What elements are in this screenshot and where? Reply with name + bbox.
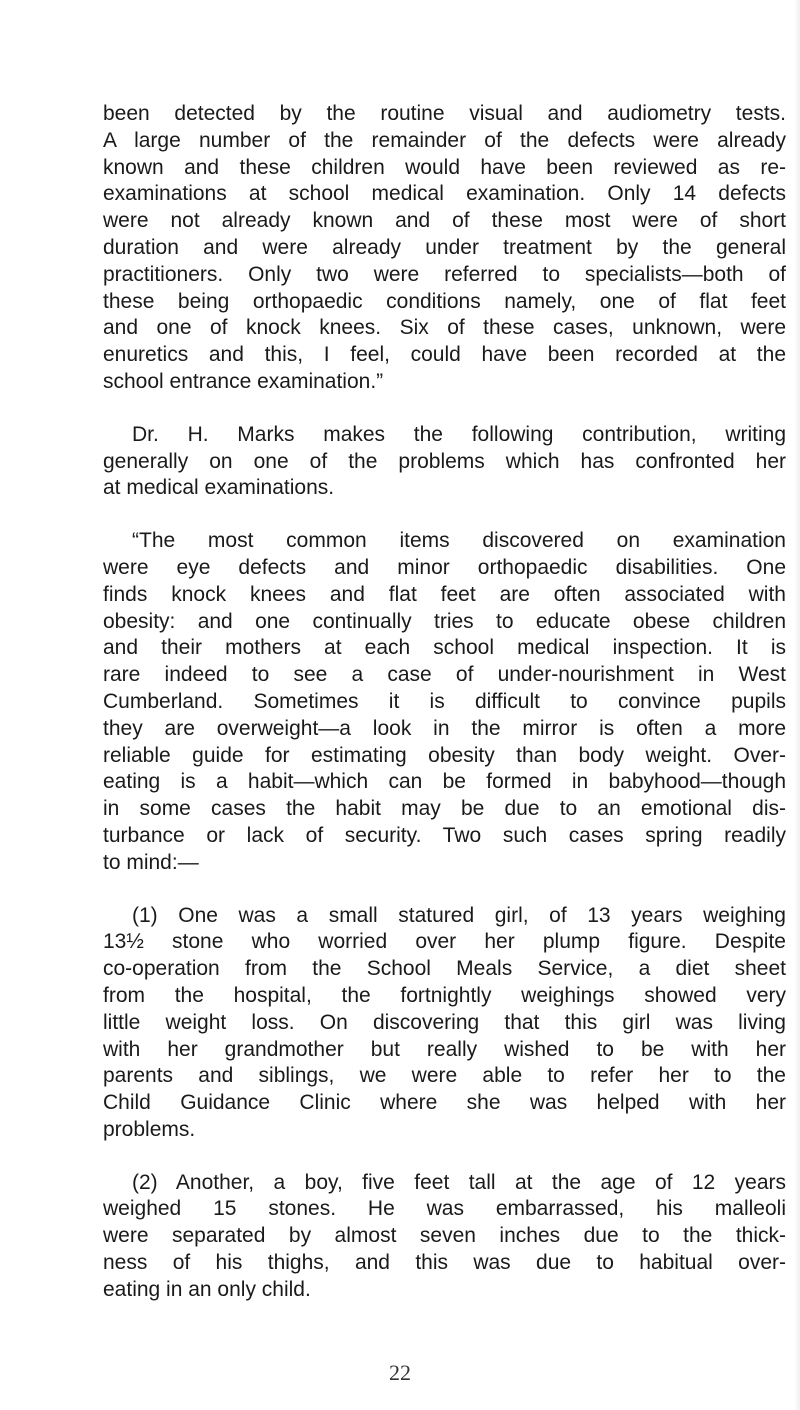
text-line: Dr. H. Marks makes the following contribution, writing	[132, 422, 786, 446]
text-line: A large number of the remainder of the defects were already	[103, 128, 786, 152]
paragraph-case-1	[103, 903, 786, 1144]
text-line: finds knock knees and flat feet are often associated with	[103, 582, 786, 606]
paragraph-case-2	[103, 1170, 786, 1304]
text-line: in some cases the habit may be due to an emotional dis-	[103, 797, 786, 821]
page-edge-shadow	[794, 0, 800, 1410]
text-line: were not already known and of these most were of short	[103, 209, 786, 233]
text-line: to mind:—	[103, 850, 199, 874]
page-body	[103, 101, 786, 1304]
text-line: (2) Another, a boy, five feet tall at the age of 12 years	[132, 1170, 786, 1194]
text-line: were separated by almost seven inches due to the thick-	[103, 1224, 786, 1248]
paragraph-dr-marks-intro	[103, 422, 786, 502]
text-line: been detected by the routine visual and audiometry tests.	[103, 102, 786, 125]
text-line: duration and were already under treatment by the general	[103, 235, 786, 259]
text-line: from the hospital, the fortnightly weighings showed very	[103, 983, 786, 1007]
text-line: weighed 15 stones. He was embarrassed, his malleoli	[103, 1197, 786, 1221]
text-line: Child Guidance Clinic where she was helped with her	[103, 1091, 786, 1115]
paragraph-gap	[103, 396, 786, 422]
text-line: little weight loss. On discovering that this girl was living	[103, 1010, 786, 1034]
text-line: and one of knock knees. Six of these cases, unknown, were	[103, 316, 786, 340]
text-line: known and these children would have been reviewed as re-	[103, 155, 786, 179]
text-line: turbance or lack of security. Two such cases spring readily	[103, 823, 786, 847]
text-line: co-operation from the School Meals Service, a diet sheet	[103, 957, 786, 981]
paragraph-gap	[103, 1144, 786, 1170]
text-line: at medical examinations.	[103, 476, 335, 500]
text-line: were eye defects and minor orthopaedic disabilities. One	[103, 555, 786, 579]
text-line: “The most common items discovered on examination	[132, 529, 786, 553]
text-line: 13½ stone who worried over her plump figure. Despite	[103, 930, 786, 954]
text-line: obesity: and one continually tries to educate obese children	[103, 609, 786, 633]
text-line: ness of his thighs, and this was due to habitual over-	[103, 1251, 786, 1275]
text-line: parents and siblings, we were able to refer her to the	[103, 1064, 786, 1088]
text-line: school entrance examination.”	[103, 369, 384, 393]
text-line: enuretics and this, I feel, could have been recorded at the	[103, 343, 786, 367]
paragraph-continuation	[103, 101, 786, 396]
text-line: these being orthopaedic conditions namely, one of flat feet	[103, 289, 786, 313]
text-line: with her grandmother but really wished to be with her	[103, 1037, 786, 1061]
text-line: reliable guide for estimating obesity than body weight. Over-	[103, 743, 786, 767]
text-line: and their mothers at each school medical inspection. It is	[103, 636, 786, 660]
text-line: they are overweight—a look in the mirror is often a more	[103, 716, 786, 740]
text-line: rare indeed to see a case of under-nourishment in West	[103, 663, 786, 687]
text-line: eating in an only child.	[103, 1277, 311, 1301]
text-line: eating is a habit—which can be formed in babyhood—though	[103, 770, 786, 794]
text-line: practitioners. Only two were referred to specialists—both of	[103, 262, 786, 286]
text-line: examinations at school medical examination. Only 14 defects	[103, 182, 786, 206]
text-line: generally on one of the problems which has confronted her	[103, 449, 786, 473]
paragraph-gap	[103, 502, 786, 528]
paragraph-gap	[103, 877, 786, 903]
page-number: 22	[389, 1360, 411, 1385]
text-line: (1) One was a small statured girl, of 13 years weighing	[132, 903, 786, 927]
text-line: Cumberland. Sometimes it is difficult to convince pupils	[103, 689, 786, 713]
text-line: problems.	[103, 1117, 196, 1141]
paragraph-common-items	[103, 528, 786, 876]
